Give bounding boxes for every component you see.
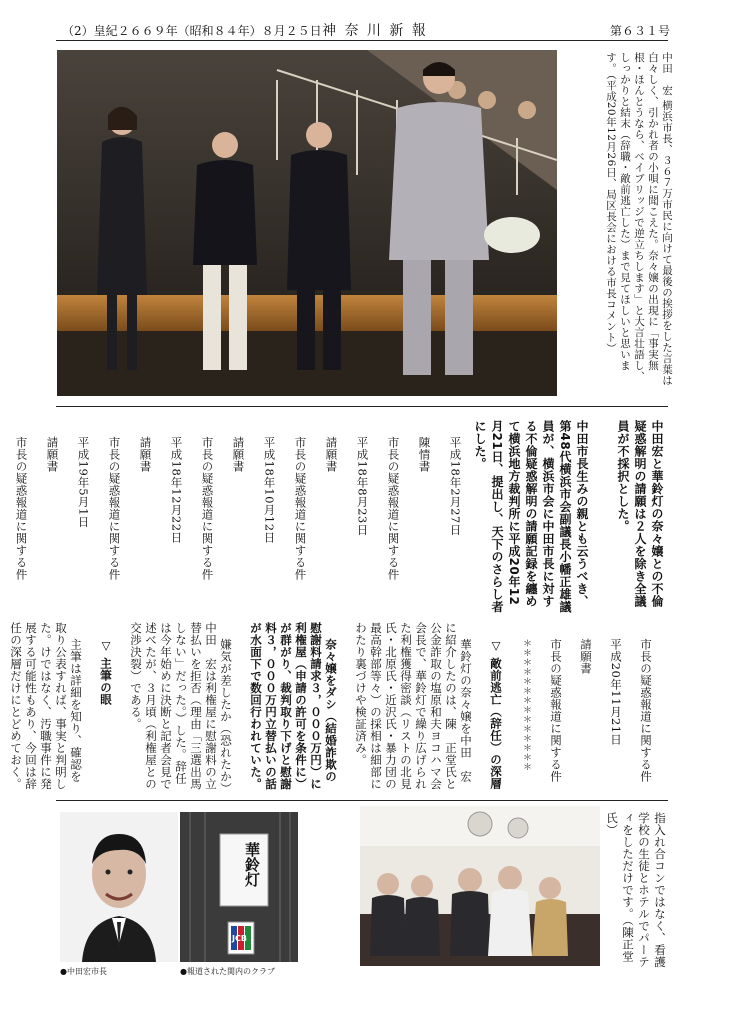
club-sign-text: 華鈴灯 xyxy=(243,842,261,887)
section-bold-escape: 奈々嬢をダシ（結婚詐欺の慰謝料請求３，０００万円）に利権屋（申請の許可を条件に）が群がり、裁判取り下げと慰謝料３，０００万円立替払いの話が水面下で数回行われていた。 xyxy=(249,622,338,790)
list-item: 請願書 xyxy=(45,436,60,473)
list-item: 市長の疑惑報道に関する件 xyxy=(293,436,308,581)
main-photo-caption: 中田 宏 横浜市長、３６７万市民に向けて最後の挨拶をした言葉は白々しく、引かれ者の小唄に聞こえた。奈々嬢の出現に「事実無根・ほんとうなら、ベイブリッジで逆立ちします」と大言壮語し、しっかりと結末（辞職・敵前逃亡した）まで見てほしいと思います。（平成20年12月26日、局区長会における市長コメント） xyxy=(605,52,673,386)
section-rule xyxy=(56,406,668,407)
list-item: 平成19年5月1日 xyxy=(76,436,91,528)
issue-date: （2）皇紀２６６９年（昭和８４年）８月２５日 xyxy=(62,24,322,38)
list-item: 平成18年2月27日 xyxy=(448,436,463,536)
list-item: 市長の疑惑報道に関する件 xyxy=(386,436,401,581)
list-item: 平成18年12月22日 xyxy=(169,436,184,544)
list-item: 平成18年10月12日 xyxy=(262,436,277,544)
section-end-escape: 嫌気が差したか（恐れたか）中田 宏は利権屋に慰謝料の立替払いを拒否（理由「三選出馬しない」だった。）した。辞任は今年始めに決断と記者会見で述べたが、３月頃（利権屋との交渉決裂）である。 xyxy=(129,622,233,790)
portrait-caption: ●中田宏市長 xyxy=(60,967,107,976)
card-logo: JCB xyxy=(232,934,247,943)
list-item: 市長の疑惑報道に関する件 xyxy=(14,436,29,581)
list-item: 市長の疑惑報道に関する件 xyxy=(549,638,563,783)
list-item: 市長の疑惑報道に関する件 xyxy=(107,436,122,581)
lead-paragraph: 中田市長生みの親とも云うべき、第48代横浜市会副議長小幡正雄議員が、横浜市会に中田市長に対する不倫疑惑解明の請願記録を纏めて横浜地方裁判所に平成20年12月21日、提出し、天下のさらし者にした。 xyxy=(473,420,589,613)
party-photo xyxy=(360,806,600,966)
petition-list xyxy=(14,420,478,615)
list-item: 陳情書 xyxy=(417,436,432,473)
issue-number: 第６３１号 xyxy=(610,24,671,38)
list-item: 平成20年11月21日 xyxy=(609,638,623,746)
club-caption: ●報道された関内のクラブ xyxy=(180,967,275,976)
section-body-escape: 華鈴灯の奈々嬢を中田 宏に紹介したのは、陳 正堂氏と公金詐取の塩原和夫ヨコハマ会会長で、華鈴灯で繰り広げられた利権獲得密談（リストの北見氏・北原氏・近沢氏・暴力団の最高幹部等々）の採相は細部にわたり裏づけや検証済み。 xyxy=(354,622,473,790)
section-title-eye: ▽ 主筆の眼 xyxy=(99,638,113,706)
header-rule xyxy=(56,40,668,41)
list-item: 市長の疑惑報道に関する件 xyxy=(639,638,653,783)
article-lower xyxy=(9,622,668,792)
list-item: 請願書 xyxy=(579,638,593,675)
headline: 中田宏と華鈴灯の奈々嬢との不倫疑惑解明の請願は２人を除き全議員が不採択とした。 xyxy=(616,420,664,608)
list-item: 請願書 xyxy=(231,436,246,473)
list-item: 請願書 xyxy=(138,436,153,473)
list-item: 請願書 xyxy=(324,436,339,473)
bottom-quote: 指入れ合コンではなく、看護学校の生徒とホテルでパーティをしただけです。（陳正堂氏） xyxy=(605,812,667,968)
paper-name: 神 奈 川 新 報 xyxy=(322,23,428,39)
main-photo xyxy=(57,50,557,396)
bottom-rule xyxy=(56,800,668,801)
list-item: 平成18年8月23日 xyxy=(355,436,370,536)
portrait-photo xyxy=(60,812,178,962)
club-sign-photo xyxy=(180,812,298,962)
list-item: 市長の疑惑報道に関する件 xyxy=(200,436,215,581)
section-body-eye: 主筆は詳細を知り、確認を取り公表すれば、事実と判明した。けではなく、汚職事件に発展する可能性もあり、今回は辞任の深層だけにとどめておく。 xyxy=(9,622,83,790)
divider-stars: ＊＊＊＊＊＊＊＊＊＊＊＊＊＊ xyxy=(521,638,531,772)
section-title-escape: ▽ 敵前逃亡（辞任）の深層 xyxy=(489,638,503,790)
